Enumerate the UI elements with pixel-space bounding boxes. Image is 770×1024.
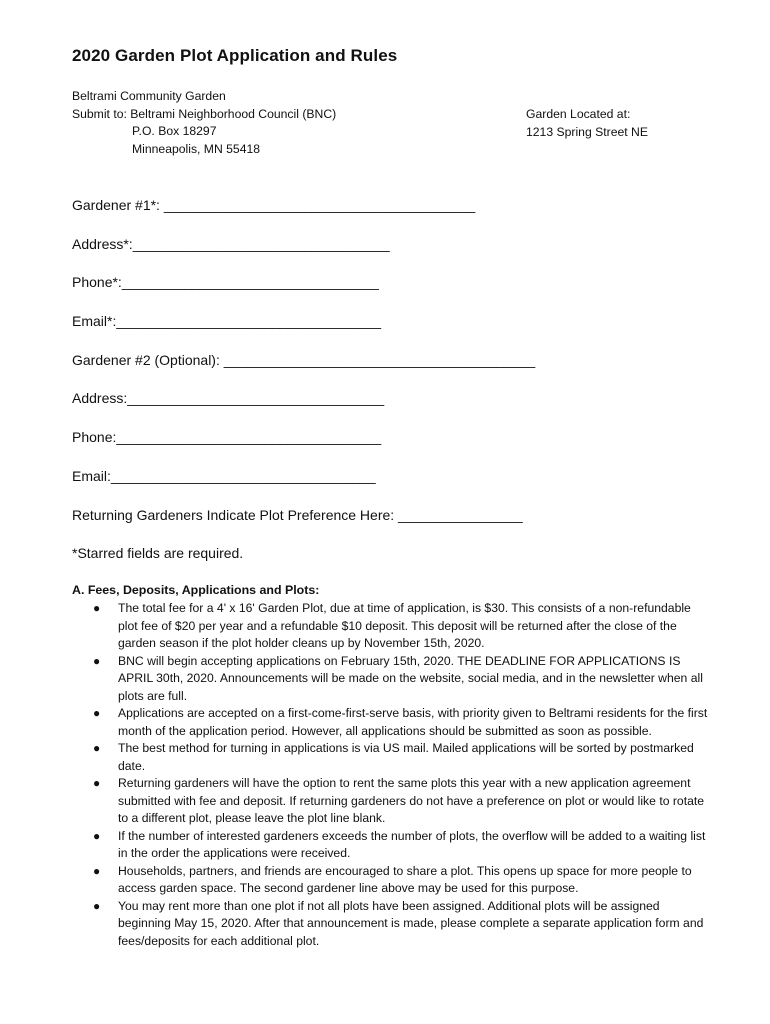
city-line: Minneapolis, MN 55418 bbox=[132, 141, 261, 156]
address2-field[interactable]: Address:_________________________________ bbox=[72, 390, 385, 406]
email2-field[interactable]: Email:__________________________________ bbox=[72, 468, 376, 484]
list-item: ● If the number of interested gardeners exceeds the number of plots, the overflow will be added to a waiting list in the order the applications were received. bbox=[93, 828, 706, 860]
email1-field[interactable]: Email*:__________________________________ bbox=[72, 313, 382, 329]
list-item: ● Applications are accepted on a first-come-first-serve basis, with priority given to Beltrami residents for the first month of the application period. However, all applications should be submitted as soon as possible. bbox=[93, 706, 708, 738]
section-a-title: A. Fees, Deposits, Applications and Plots: bbox=[72, 583, 320, 597]
list-item: ● Households, partners, and friends are encouraged to share a plot. This opens up space for more people to access garden space. The second gardener line above may be used for this purpose. bbox=[93, 863, 692, 895]
po-box-line: P.O. Box 18297 bbox=[132, 124, 217, 138]
location-label: Garden Located at: bbox=[526, 107, 631, 121]
gardener1-field[interactable]: Gardener #1*: ________________________________________ bbox=[72, 197, 476, 213]
address1-field[interactable]: Address*:_________________________________ bbox=[72, 236, 390, 252]
page-title: 2020 Garden Plot Application and Rules bbox=[72, 46, 398, 65]
list-item: ● BNC will begin accepting applications on February 15th, 2020. THE DEADLINE FOR APPLICATIONS IS APRIL 30th, 2020. Announcements will be made on the website, social media, and in the newsletter when all plots are full. bbox=[93, 653, 703, 703]
plot-preference-field[interactable]: Returning Gardeners Indicate Plot Preference Here: ________________ bbox=[72, 507, 523, 523]
bullet-icon: ● bbox=[93, 601, 101, 615]
garden-location-block bbox=[526, 106, 648, 141]
bullet-icon: ● bbox=[93, 776, 101, 790]
list-item: ● You may rent more than one plot if not all plots have been assigned. Additional plots will be assigned beginning May 15, 2020. After that announcement is made, please complete a separate application form and fees/deposits for each additional plot. bbox=[93, 898, 704, 948]
bullet-icon: ● bbox=[93, 863, 101, 878]
bullet-icon: ● bbox=[93, 741, 101, 755]
bullet-icon: ● bbox=[93, 706, 101, 720]
list-item: ● Returning gardeners will have the option to rent the same plots this year with a new application agreement submitted with fee and deposit. If returning gardeners do not have a preference on plot or would like to rotate to a different plot, please leave the plot line blank. bbox=[93, 776, 705, 825]
bullet-icon: ● bbox=[93, 653, 101, 668]
required-note: *Starred fields are required. bbox=[72, 545, 244, 561]
phone2-field[interactable]: Phone:__________________________________ bbox=[72, 429, 382, 445]
submission-address-block bbox=[72, 88, 336, 158]
bullet-icon: ● bbox=[93, 828, 101, 843]
list-item: ● The best method for turning in applications is via US mail. Mailed applications will be sorted by postmarked date. bbox=[93, 741, 694, 773]
submit-to-line: Submit to: Beltrami Neighborhood Council (BNC) bbox=[72, 106, 337, 121]
phone1-field[interactable]: Phone*:_________________________________ bbox=[72, 274, 379, 290]
org-name: Beltrami Community Garden bbox=[72, 89, 226, 103]
gardener2-field[interactable]: Gardener #2 (Optional): ________________________________________ bbox=[72, 352, 536, 368]
location-address: 1213 Spring Street NE bbox=[526, 124, 648, 139]
section-a-list bbox=[72, 600, 712, 950]
list-item: ● The total fee for a 4' x 16' Garden Plot, due at time of application, is $30. This consists of a non-refundable plot fee of $20 per year and a refundable $10 deposit. This deposit will be returned after the close of the garden season if the plot holder cleans up by November 15th, 2020. bbox=[93, 601, 691, 650]
bullet-icon: ● bbox=[93, 898, 101, 913]
